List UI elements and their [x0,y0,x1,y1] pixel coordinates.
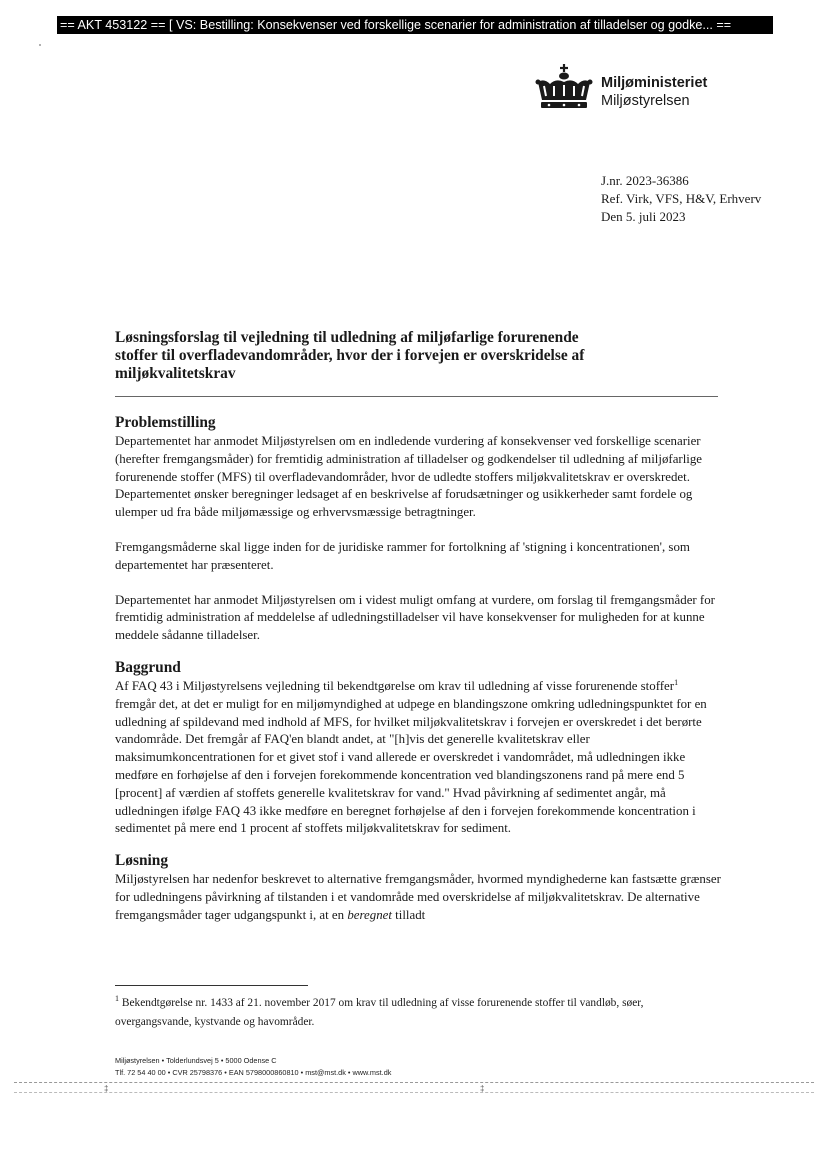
ministry-name: Miljøministeriet [601,75,708,91]
solution-paragraph [115,871,721,924]
solution-text-start: Miljøstyrelsen har nedenfor beskrevet to alternative fremgangsmåder, hvormed myndighederne kan fastsætte grænser for udledningens påvirkning af tilstanden i et vandområde med overskridelse af miljøkvalitetskrav. De alternative fremgangsmåder tager udgangspunkt i, at en [115,872,721,922]
document-banner: == AKT 453122 == [ VS: Bestilling: Konsekvenser ved forskellige scenarier for administration af tilladelser og godke... == [57,16,773,34]
scan-line [14,1092,814,1093]
problem-paragraph-3: Departementet har anmodet Miljøstyrelsen om i videst muligt omfang at vurdere, om forslag til fremgangsmåder for fremtidig administration af meddelelse af udledningstilladelser vil have konsekvenser for muligheden for at kunne meddele sådanne tilladelser. [115,592,715,643]
footnote-divider [115,985,308,986]
crown-icon [534,62,594,112]
reference-line: Ref. Virk, VFS, H&V, Erhverv [601,191,762,206]
document-date: Den 5. juli 2023 [601,209,686,224]
problem-paragraph-1: Departementet har anmodet Miljøstyrelsen om en indledende vurdering af konsekvenser ved forskellige scenarier (herefter fremgangsmåder) for fremtidig administration af tilladelser og godkendelser til udledning af miljøfarlige forurenende stoffer (MFS) til overfladevandområder, hvor de udledte stoffers miljøkvalitetskrav er overskredet. Departementet ønsker beregninger ledsaget af en beskrivelse af forudsætninger og usikkerheder samt fordele og ulemper ud fra både miljømæssige og erhvervsmæssige betragtninger. [115,434,703,520]
scan-mark-left: ‡ [104,1084,109,1093]
footnote-number: 1 [115,994,119,1003]
heading-problem: Problemstilling [115,414,216,431]
ministry-name-block [601,74,707,110]
heading-background: Baggrund [115,658,181,676]
solution-emphasis: beregnet [347,907,392,922]
agency-name: Miljøstyrelsen [601,93,690,109]
footnote [115,994,721,1032]
document-body [115,413,721,925]
background-text-start: Af FAQ 43 i Miljøstyrelsens vejledning til bekendtgørelse om krav til udledning af visse forurenende stoffer [115,678,675,693]
page-footer [115,1055,391,1079]
background-text-rest: fremgår det, at det er muligt for en miljømyndighed at udpege en blandingszone omkring udledningspunktet for en udledning af spildevand med indhold af MFS, for hvilket miljøkvalitetskrav i forvejen er overskredet i det berørte vandområde. Det fremgår af FAQ'en blandt andet, at "[h]vis det generelle kvalitetskrav eller maksimumkoncentrationen for et givet stof i vand allerede er overskredet i vandområdet, må udledningen ikke medføre en forhøjelse af den i forvejen forekommende koncentration ved blandingszonens rand på mere end 5 [procent] af værdien af stoffets generelle kvalitetskrav for vand." Hvad påvirkning af sedimentet angår, må udledningen ifølge FAQ 43 ikke medføre en beregnet forhøjelse af den i forvejen forekommende koncentration i sedimentet på mere end 1 procent af stoffets miljøkvalitetskrav for sediment. [115,696,707,836]
footer-contact: Tlf. 72 54 40 00 • CVR 25798376 • EAN 5798000860810 • mst@mst.dk • www.mst.dk [115,1068,392,1077]
solution-text-rest: tilladt [391,907,426,922]
heading-solution: Løsning [115,852,169,870]
document-title: Løsningsforslag til vejledning til udledning af miljøfarlige forurenende stoffer til overfladevandområder, hvor der i forvejen er overskridelse af miljøkvalitetskrav [115,329,585,382]
background-paragraph [115,678,721,838]
footnote-text: Bekendtgørelse nr. 1433 af 21. november 2017 om krav til udledning af visse forurenende stoffer til vandløb, søer, overgangsvande, kystvande og havområder. [115,997,644,1028]
title-divider [115,396,718,397]
scan-line [14,1082,814,1083]
footnote-reference[interactable]: 1 [674,677,679,687]
reference-block [601,172,761,226]
footer-address: Miljøstyrelsen • Tolderlundsvej 5 • 5000 Odense C [115,1056,277,1065]
scan-mark-center: ‡ [480,1084,485,1093]
journal-number: J.nr. 2023-36386 [601,173,689,188]
scan-speck [39,44,41,46]
problem-paragraph-2: Fremgangsmåderne skal ligge inden for de juridiske rammer for fortolkning af 'stigning i koncentrationen', som departementet har præsenteret. [115,539,690,572]
